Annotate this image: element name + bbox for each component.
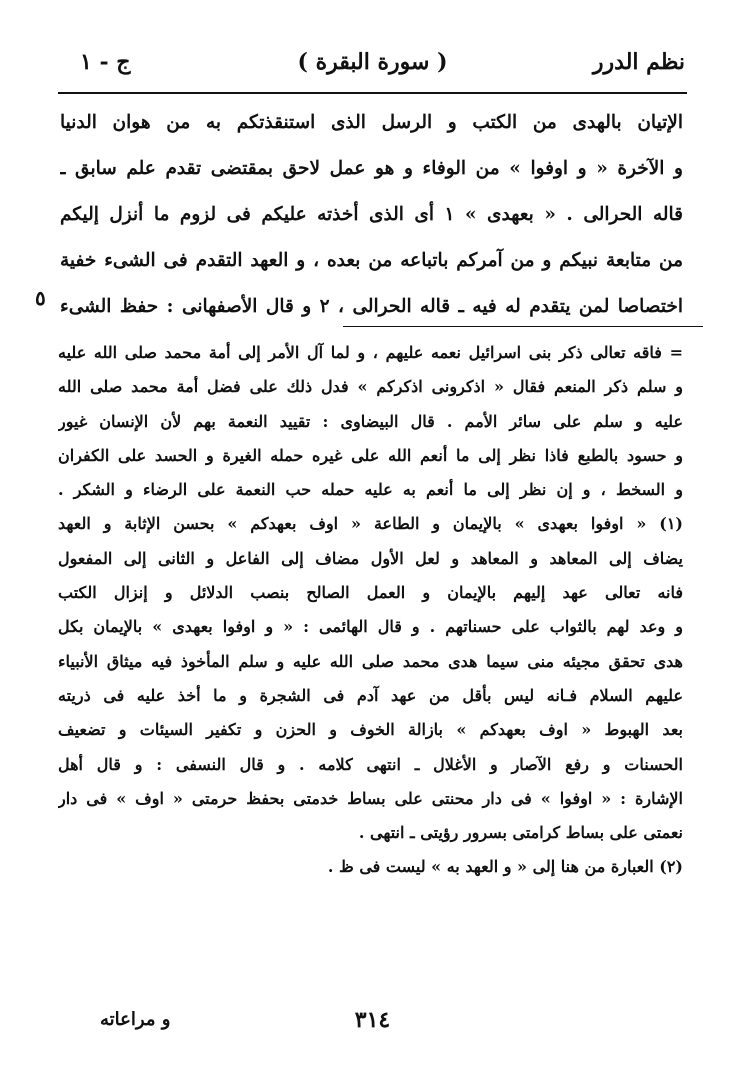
footnote-line: (٢) العبارة من هنا إلى « و العهد به » ليست فى ظ . xyxy=(327,857,683,877)
footnote-line: الإشارة : « اوفوا » فى دار محنتى على بساط خدمتى بحفظ حرمتى « اوف » فى دار xyxy=(58,788,683,808)
main-line: قاله الحرالى . « بعهدى » ١ أى الذى أخذته عليكم فى لزوم ما أنزل إليكم xyxy=(60,204,683,225)
book-title: نظم الدرر xyxy=(592,49,685,75)
footnote-line: = فاقه تعالى ذكر بنى اسرائيل نعمه عليهم ، و لما آل الأمر إلى أمة محمد صلى الله عليه xyxy=(58,343,683,362)
main-line: الإتيان بالهدى من الكتب و الرسل الذى استنقذتكم به من هوان الدنيا xyxy=(60,112,683,133)
footnote-line: و السخط ، و إن نظر إلى ما أنعم به عليه حمله حب النعمة على الرضاء و الشكر . xyxy=(58,480,683,500)
main-text xyxy=(60,100,683,330)
page-number: ٣١٤ xyxy=(354,1007,391,1033)
footnotes xyxy=(58,336,683,885)
footnote-line: بعد الهبوط « اوف بعهدكم » بازالة الخوف و الحزن و تكفير السيئات و تضعيف xyxy=(58,720,683,740)
main-line: و الآخرة « و اوفوا » من الوفاء و هو عمل لاحق بمقتضى تقدم علم سابق ـ xyxy=(60,158,683,179)
footnote-line: عليهم السلام فـانه ليس بأقل من عهد آدم فى الشجرة و ما أخذ عليه فى ذريته xyxy=(58,685,683,705)
header-rule xyxy=(58,92,687,94)
footnote-line: الحسنات و رفع الآصار و الأغلال ـ انتهى كلامه . و قال النسفى : و قال أهل xyxy=(58,754,683,774)
footnote-line: يضاف إلى المعاهد و المعاهد و لعل الأول مضاف إلى الفاعل و الثانى إلى المفعول xyxy=(58,548,683,568)
footnote-line: نعمتى على بساط كرامتى بسرور رؤيتى ـ انتهى . xyxy=(358,823,683,843)
footnote-line: و حسود بالطبع فاذا نظر إلى ما أنعم الله على غيره حمله الغيرة و الحسد على الكفران xyxy=(58,445,683,465)
line-number: ٥ xyxy=(35,286,46,310)
footnote-line: فانه تعالى عهد إليهم بالإيمان و العمل الصالح بنصب الدلائل و إنزال الكتب xyxy=(58,583,683,603)
catchword: و مراعاته xyxy=(100,1009,171,1030)
footnote-rule xyxy=(343,326,703,327)
footnote-line: و سلم ذكر المنعم فقال « اذكرونى اذكركم » فدل ذلك على فضل أمة محمد صلى الله xyxy=(58,377,683,397)
footnote-line: عليه و سلم على سائر الأمم . قال البيضاوى : تقييد النعمة بهم لأن الإنسان غيور xyxy=(58,411,683,431)
footnote-line: (١) « اوفوا بعهدى » بالإيمان و الطاعة « اوف بعهدكم » بحسن الإثابة و العهد xyxy=(58,514,683,534)
footnote-line: و وعد لهم بالثواب على حسناتهم . و قال الهائمى : « و اوفوا بعهدى » بالإيمان بكل xyxy=(58,617,683,637)
volume-label: ج - ١ xyxy=(80,49,131,75)
main-line: اختصاصا لمن يتقدم له فيه ـ قاله الحرالى ، ٢ و قال الأصفهانى : حفظ الشىء xyxy=(60,296,683,317)
surah-title: ( سورة البقرة ) xyxy=(297,49,448,75)
page-footer xyxy=(60,1000,685,1040)
footnote-line: هدى تحقق مجيئه منى سيما هدى محمد صلى الله عليه و سلم المأخوذ فيه ميثاق الأنبياء xyxy=(58,651,683,671)
running-header xyxy=(60,42,685,82)
main-line: من متابعة نبيكم و من آمركم باتباعه من بعده ، و العهد التقدم فى الشىء خفية xyxy=(60,250,683,271)
